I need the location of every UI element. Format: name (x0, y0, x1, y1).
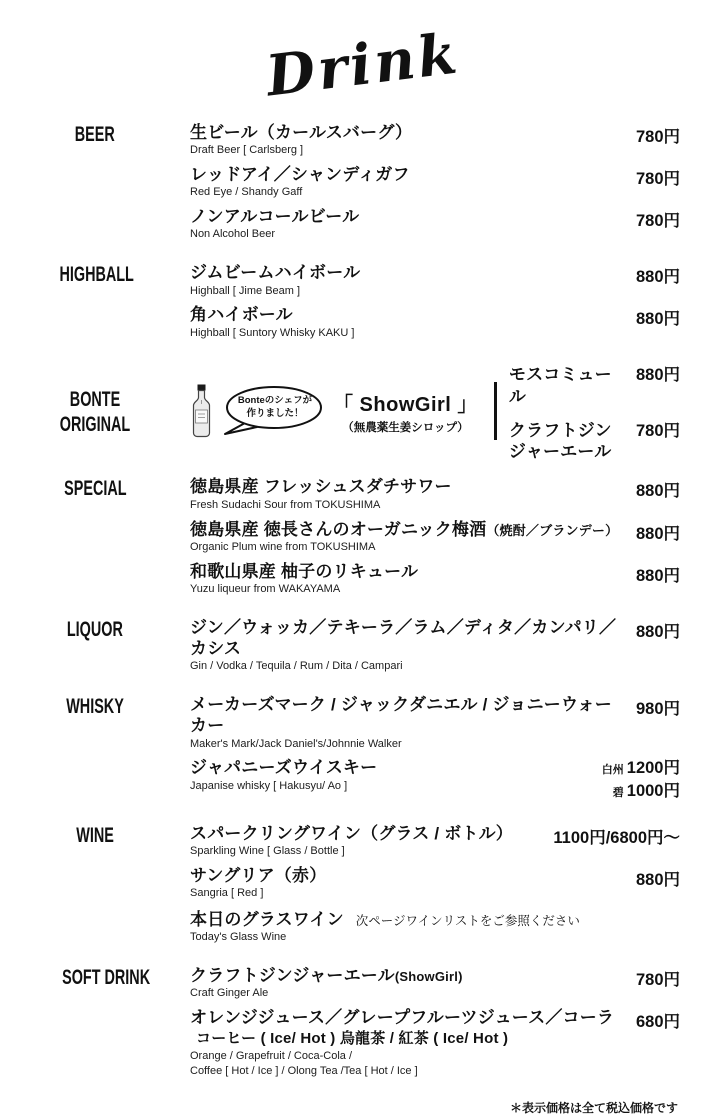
item-name-ja: 徳島県産 フレッシュスダチサワー (190, 477, 452, 497)
menu-section-highball (45, 262, 680, 346)
item-name-ja: オレンジジュース／グレープフルーツジュース／コーラ (190, 1008, 615, 1027)
section-label (45, 262, 145, 346)
item-name-ja: クラフトジンジャーエール(ShowGirl) (190, 965, 463, 985)
item-price: 780円 (635, 170, 680, 189)
menu-item (509, 360, 680, 407)
item-name-ja: ジン／ウォッカ／テキーラ／ラム／ディタ／カンパリ／カシス (190, 617, 617, 658)
item-name-en: Gin / Vodka / Tequila / Rum / Dita / Campari (190, 660, 403, 673)
item-price: 880円 (635, 482, 680, 501)
item-name-en: Today's Glass Wine (190, 931, 287, 944)
item-name-en: Sparkling Wine [ Glass / Bottle ] (190, 844, 345, 857)
item-name-suffix: （焼酎／ブランデー） (486, 522, 619, 538)
item-name-en: Highball [ Suntory Whisky KAKU ] (190, 326, 355, 339)
item-name-ja-line2: コーヒー ( Ice/ Hot ) 烏龍茶 / 紅茶 ( Ice/ Hot ) (196, 1030, 509, 1048)
item-price: 780円 (635, 128, 680, 146)
menu-item (190, 865, 680, 901)
item-name-ja: ノンアルコールビール (190, 207, 360, 227)
item-price: 880円 (635, 366, 680, 385)
item-name-ja: 本日のグラスワイン (190, 909, 344, 929)
item-price: 880円 (635, 622, 680, 641)
section-label-text: WINE (76, 823, 114, 847)
section-label-text: SOFT DRINK (62, 965, 151, 990)
item-name-ja: クラフトジンジャーエール (508, 420, 612, 462)
showgirl-product (333, 388, 478, 435)
section-label (45, 694, 145, 809)
item-name-ja: モスコミュール (508, 365, 612, 406)
item-name-ja: ジムビームハイボール (190, 263, 361, 283)
item-price: 880円 (635, 566, 680, 585)
item-name-en: Red Eye / Shandy Gaff (190, 186, 303, 199)
menu-item (190, 122, 680, 158)
page-title-area (45, 20, 680, 110)
item-name-en-line2: Coffee [ Hot / Ice ] / Olong Tea /Tea [ Hot / Ice ] (190, 1064, 418, 1077)
item-price: 880円 (635, 870, 680, 889)
item-name-ja: 徳島県産 徳長さんのオーガニック梅酒（焼酎／ブランデー） (190, 519, 619, 539)
section-items (190, 122, 680, 248)
section-items (190, 965, 680, 1085)
section-label (45, 823, 145, 951)
bonte-original-row (190, 360, 680, 462)
vertical-divider (494, 382, 497, 440)
item-name-en: Sangria [ Red ] (190, 886, 264, 899)
item-name-ja: レッドアイ／シャンディガフ (190, 165, 410, 185)
item-name-en: Non Alcohol Beer (190, 228, 275, 241)
menu-item (190, 304, 680, 340)
item-name-ja: 角ハイボール (190, 305, 293, 325)
item-name-ja: 生ビール（カールスバーグ） (190, 123, 413, 142)
item-note: 次ページワインリストをご参照ください (355, 913, 580, 928)
section-label-text: BEER (74, 123, 116, 147)
menu-item (190, 561, 680, 597)
section-label (45, 617, 145, 680)
section-label-text: WHISKY (66, 695, 124, 719)
menu-section-special (45, 476, 680, 602)
section-items (190, 476, 680, 602)
menu-item (190, 757, 680, 802)
item-price: 880円 (635, 310, 680, 329)
menu-item (190, 965, 680, 1001)
menu-section-soft-drink (45, 965, 680, 1085)
section-items (190, 262, 680, 346)
price-brand-prefix: 碧 (612, 787, 624, 800)
item-price: 780円 (635, 421, 680, 440)
menu-item (190, 164, 680, 200)
syrup-bottle-icon (190, 384, 213, 438)
menu-item (190, 519, 680, 555)
item-name-en: Draft Beer [ Carlsberg ] (190, 144, 304, 157)
product-name: 「 ShowGirl 」 (333, 393, 478, 416)
menu-item (509, 416, 680, 463)
item-name-suffix: (ShowGirl) (394, 968, 463, 984)
item-name-ja: メーカーズマーク / ジャックダニエル / ジョニーウォーカー (190, 695, 612, 736)
speech-bubble-text: Bonteのシェフが 作りました！ (237, 395, 313, 419)
item-name-en: Highball [ Jime Beam ] (190, 284, 301, 297)
item-name-en: Orange / Grapefruit / Coca-Cola / (190, 1050, 353, 1062)
item-name-en: Japanise whisky [ Hakusyu/ Ao ] (190, 779, 348, 792)
menu-item (190, 617, 680, 674)
menu-section-whisky (45, 694, 680, 809)
section-items (190, 823, 680, 951)
menu-item (190, 909, 680, 945)
item-price: 780円 (635, 212, 680, 231)
item-price: 780円 (635, 970, 680, 989)
tax-included-note: ＊表示価格は全て税込価格です (509, 1100, 678, 1115)
section-label-text: SPECIAL (63, 477, 127, 501)
item-name-en: Fresh Sudachi Sour from TOKUSHIMA (190, 498, 381, 511)
item-name-en: Yuzu liqueur from WAKAYAMA (190, 582, 341, 595)
item-name-en: Maker's Mark/Jack Daniel's/Johnnie Walker (190, 737, 402, 750)
page-title: Drink (262, 20, 463, 110)
menu-item (190, 206, 680, 242)
section-label (45, 387, 145, 436)
item-name-ja: ジャパニーズウイスキー (190, 758, 378, 778)
section-label (45, 476, 145, 602)
section-label-text: BONTE (69, 387, 121, 412)
menu-section-wine (45, 823, 680, 951)
item-price: 680円 (635, 1013, 680, 1031)
item-price: 880円 (635, 268, 680, 287)
menu-section-bonte-original (45, 360, 680, 462)
item-name-ja: 和歌山県産 柚子のリキュール (190, 561, 419, 581)
item-price: 980円 (635, 700, 680, 719)
item-price: 1100円/6800円～ (553, 828, 680, 847)
item-name-en: Organic Plum wine from TOKUSHIMA (190, 540, 376, 553)
item-price: 白州 1200円 碧 1000円 (601, 759, 680, 801)
section-label (45, 122, 145, 248)
item-name-ja: スパークリングワイン（グラス / ボトル） (190, 823, 514, 843)
item-name-en: Craft Ginger Ale (190, 987, 269, 1000)
speech-bubble (219, 385, 323, 437)
section-label (45, 965, 151, 1085)
section-label-text: LIQUOR (66, 617, 124, 641)
product-subtitle: （無農薬生姜シロップ） (342, 421, 469, 434)
price-brand-prefix: 白州 (601, 764, 624, 777)
menu-item (190, 262, 680, 298)
menu-item (190, 476, 680, 512)
section-label-text: HIGHBALL (59, 263, 134, 287)
menu-item (190, 1007, 680, 1079)
section-items (190, 617, 680, 680)
menu-section-beer (45, 122, 680, 248)
section-items (509, 360, 680, 462)
item-name-ja: サングリア（赤） (190, 865, 327, 885)
menu-section-liquor (45, 617, 680, 680)
item-price: 880円 (635, 524, 680, 543)
section-items (190, 694, 680, 809)
menu-item (190, 694, 680, 751)
menu-item (190, 823, 680, 859)
section-label-text: ORIGINAL (59, 412, 131, 437)
